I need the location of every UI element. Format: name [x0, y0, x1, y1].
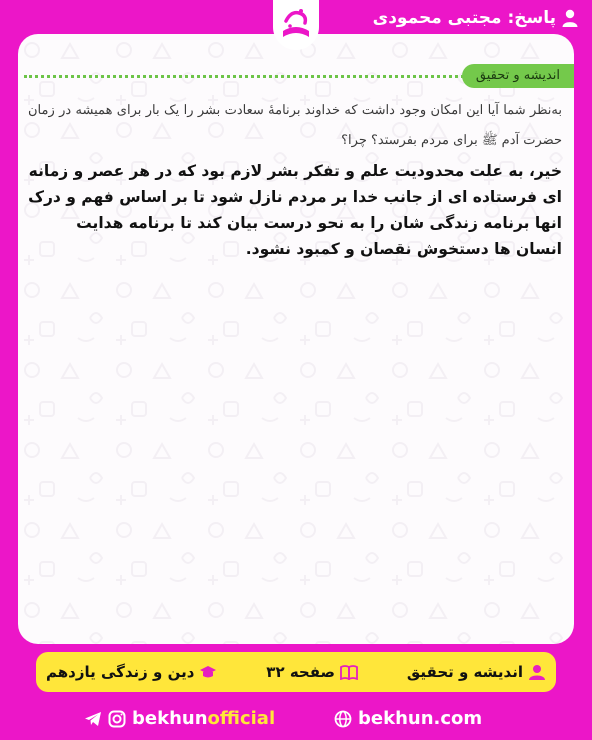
user-icon: [562, 9, 578, 27]
answer-text: خیر، به علت محدودیت علم و تفکر بشر لازم بود که در هر عصر و زمانه ای فرستاده ای از جانب خدا بر مردم نازل شود تا بر اساس فهم و درک انها برنامه زندگی شان را به نحو درست بیان کند تا برنامه هدایت انسان ها دستخوش نقصان و کمبود نشود.: [28, 162, 562, 258]
student-icon: [528, 664, 546, 680]
content-card: [18, 34, 574, 644]
telegram-icon[interactable]: [84, 710, 102, 728]
footer-info-bar: [36, 652, 556, 692]
footer-section: [407, 663, 546, 681]
footer-book: [46, 663, 217, 681]
social-handle-suffix: official: [207, 708, 276, 729]
author-name: پاسخ: مجتبی محمودی: [372, 8, 556, 28]
footer-page: [266, 663, 358, 681]
globe-icon: [334, 710, 352, 728]
footer-book-label: دین و زندگی یازدهم: [46, 663, 195, 681]
website-url[interactable]: bekhun.com: [358, 708, 483, 729]
author-credit: [373, 8, 578, 28]
logo: [273, 0, 319, 50]
book-logo-icon: [277, 5, 315, 45]
social-handle-prefix: bekhun: [132, 708, 208, 729]
question-text: به‌نظر شما آیا این امکان وجود داشت که خداوند برنامۀ سعادت بشر را یک بار برای همیشه در زمان حضرت آدم ﷺ برای مردم بفرستد؟ چرا؟: [28, 103, 562, 148]
social-handle[interactable]: [132, 708, 275, 729]
footer-page-label: صفحه ۳۲: [266, 663, 336, 681]
section-divider: [24, 75, 464, 78]
instagram-icon[interactable]: [108, 710, 126, 728]
website-link[interactable]: [334, 708, 482, 729]
section-label: اندیشه و تحقیق: [462, 64, 574, 88]
footer-section-label: اندیشه و تحقیق: [406, 663, 523, 681]
bottom-links: [0, 704, 592, 740]
open-book-icon: [340, 664, 358, 680]
graduation-cap-icon: [199, 664, 217, 680]
social-link[interactable]: [84, 708, 275, 729]
